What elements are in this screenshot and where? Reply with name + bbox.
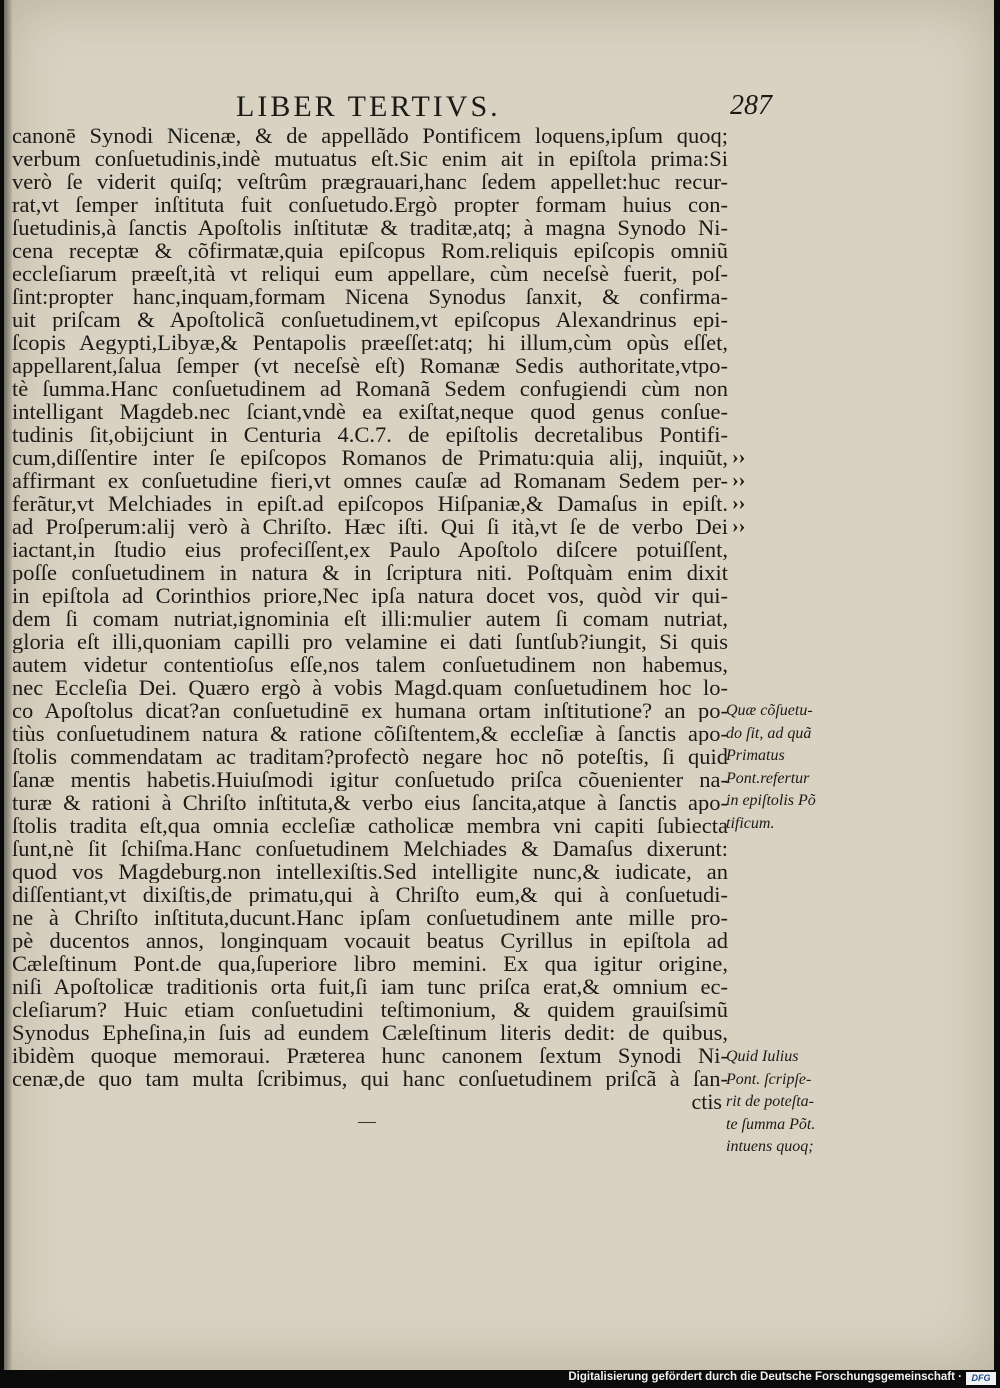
text-line: ſcopis Aegypti,Libyæ,& Pentapolis præeſſet:atq; hi illum,cùm opùs eſſet, xyxy=(12,331,728,354)
text-line: affirmant ex conſuetudine fieri,vt omnes cauſæ ad Romanam Sedem per- xyxy=(12,469,728,492)
margin-note-line: Pont. ſcripſe- xyxy=(726,1070,812,1088)
margin-note-line: Pont.refertur xyxy=(726,769,810,787)
text-line: ſtolis tradita eſt,qua omnia eccleſiæ catholicæ membra vni capiti ſubiecta xyxy=(12,814,728,837)
dfg-credit-text: Digitalisierung gefördert durch die Deutsche Forschungsgemeinschaft · xyxy=(568,1371,962,1383)
text-line: cenæ,de quo tam multa ſcribimus, qui hanc conſuetudinem priſcã à ſan- xyxy=(12,1067,728,1090)
text-line: cum,diſſentire inter ſe epiſcopos Romanos de Primatu:quia alij, inquiũt, xyxy=(12,446,728,469)
quotation-marks-column xyxy=(732,446,772,538)
text-line: ferãtur,vt Melchiades in epiſt.ad epiſcopos Hiſpaniæ,& Damaſus in epiſt. xyxy=(12,492,728,515)
margin-note xyxy=(726,700,846,835)
text-line: diſſentiant,vt dixiſtis,de primatu,qui à Chriſto eum,& qui à conſuetudi- xyxy=(12,883,728,906)
margin-note-line: Quæ cõſuetu- xyxy=(726,702,813,719)
dfg-logo: DFG xyxy=(966,1372,996,1385)
text-line: niſi Apoſtolicæ traditionis orta fuit,ſi iam tunc priſca erat,& omnium ec- xyxy=(12,975,728,998)
text-line: co Apoſtolus dicat?an conſuetudinē ex humana ortam inſtitutione? an po- xyxy=(12,699,728,722)
text-line: rat,vt ſemper inſtituta fuit conſuetudo.Ergò propter formam huius con- xyxy=(12,193,728,216)
page-number: 287 xyxy=(730,90,772,121)
text-line: tiùs conſuetudinem natura & ratione cõſiſtentem,& eccleſiæ à ſanctis apo- xyxy=(12,722,728,745)
text-line: pè ducentos annos, longinquam vocauit beatus Cyrillus in epiſtola ad xyxy=(12,929,728,952)
text-line: ne à Chriſto inſtituta,ducunt.Hanc ipſam conſuetudinem ante mille pro- xyxy=(12,906,728,929)
text-line: ad Proſperum:alij verò à Chriſto. Hæc iſti. Qui ſi ità,vt ſe de verbo Dei xyxy=(12,515,728,538)
text-line: intelligant Magdeb.nec ſciant,vndè ea exiſtat,neque quod genus conſue- xyxy=(12,400,728,423)
text-line: cleſiarum? Huic etiam conſuetudini teſtimonium, & quidem grauiſsimũ xyxy=(12,998,728,1021)
text-line: ibidèm quoque memoraui. Præterea hunc canonem ſextum Synodi Ni- xyxy=(12,1044,728,1067)
margin-note-line: tificum. xyxy=(726,814,775,832)
text-line: cena receptæ & cõfirmatæ,quia epiſcopus Rom.reliquis epiſcopis omniũ xyxy=(12,239,728,262)
text-line: verò ſe viderit quiſq; veſtrûm prægrauari,hanc ſedem appellet:huc recur- xyxy=(12,170,728,193)
main-text-block xyxy=(12,124,728,1131)
margin-note xyxy=(726,1046,846,1159)
text-line: poſſe conſuetudinem in natura & in ſcriptura niti. Poſtquàm enim dixit xyxy=(12,561,728,584)
text-line: ſtolis commendatam ac traditam?profectò negare hoc nõ poteſtis, ſi quid xyxy=(12,745,728,768)
text-line: Synodus Epheſina,in ſuis ad eundem Cæleſtinum literis dedit: de quibus, xyxy=(12,1021,728,1044)
text-line: turæ & rationi à Chriſto inſtituta,& verbo eius ſancita,atque à ſanctis apo- xyxy=(12,791,728,814)
text-line: dem ſi comam nutriat,ignominia eſt illi:mulier autem ſi comam nutriat, xyxy=(12,607,728,630)
margin-note-line: Primatus xyxy=(726,747,785,764)
margin-note-line: intuens quoq; xyxy=(726,1138,814,1155)
text-line: appellarent,ſalua ſemper (vt neceſsè eſt) Romanæ Sedis authoritate,vtpo- xyxy=(12,354,728,377)
quote-mark: ›› xyxy=(732,446,746,468)
text-line: autem videtur contentioſus eſſe,nos talem conſuetudinem non habemus, xyxy=(12,653,728,676)
text-line: nec Eccleſia Dei. Quæro ergò à vobis Magd.quam conſuetudinem hoc lo- xyxy=(12,676,728,699)
text-line: ſuetudinis,à ſanctis Apoſtolis inſtitutæ & traditæ,atq; à magna Synodo Ni- xyxy=(12,216,728,239)
margin-note-line: in epiſtolis Põ xyxy=(726,792,816,809)
catchword: ctis xyxy=(691,1089,722,1114)
text-line: in epiſtola ad Corinthios priore,Nec ipſa natura docet vos, quòd vir qui- xyxy=(12,584,728,607)
text-line: uit priſcam & Apoſtolicã conſuetudinem,vt epiſcopus Alexandrinus epi- xyxy=(12,308,728,331)
quote-mark: ›› xyxy=(732,469,746,491)
running-title: LIBER TERTIVS. xyxy=(236,90,501,123)
signature-mark: — xyxy=(358,1111,376,1131)
text-line: tè ſumma.Hanc conſuetudinem ad Romanã Sedem confugiendi cùm non xyxy=(12,377,728,400)
text-line: iactant,in ſtudio eius profeciſſent,ex Paulo Apoſtolo diſcere potuiſſent, xyxy=(12,538,728,561)
book-page xyxy=(4,0,994,1370)
catchword-row xyxy=(12,1089,728,1131)
quote-mark: ›› xyxy=(732,492,746,514)
text-line: gloria eſt illi,quoniam capilli pro velamine ei dati ſuntſub?iungit, Si quis xyxy=(12,630,728,653)
digitization-footer xyxy=(0,1370,1000,1388)
text-line: tudinis ſit,obijciunt in Centuria 4.C.7. de epiſtolis decretalibus Pontifi- xyxy=(12,423,728,446)
margin-note-line: rit de poteſta- xyxy=(726,1093,814,1110)
text-line: ſint:propter hanc,inquam,formam Nicena Synodus ſanxit, & confirma- xyxy=(12,285,728,308)
page-spine-edge xyxy=(4,0,12,1370)
text-line: eccleſiarum præeſt,ità vt reliqui eum appellare, cùm neceſsè fuerit, poſ- xyxy=(12,262,728,285)
text-line: quod vos Magdeburg.non intellexiſtis.Sed intelligite nunc,& iudicate, an xyxy=(12,860,728,883)
text-line: verbum conſuetudinis,indè mutuatus eſt.Sic enim ait in epiſtola prima:Si xyxy=(12,147,728,170)
text-line: ſunt,nè ſit ſchiſma.Hanc conſuetudinem Melchiades & Damaſus dixerunt: xyxy=(12,837,728,860)
margin-note-line: te ſumma Põt. xyxy=(726,1115,816,1133)
text-line: ſanæ mentis habetis.Huiuſmodi igitur conſuetudo priſca cõuenienter na- xyxy=(12,768,728,791)
margin-note-line: do ſit, ad quã xyxy=(726,724,812,742)
text-line: canonē Synodi Nicenæ, & de appellãdo Pontificem loquens,ipſum quoq; xyxy=(12,124,728,147)
text-line: Cæleſtinum Pont.de qua,ſuperiore libro memini. Ex qua igitur origine, xyxy=(12,952,728,975)
margin-note-line: Quid Iulius xyxy=(726,1048,799,1065)
quote-mark: ›› xyxy=(732,515,746,537)
